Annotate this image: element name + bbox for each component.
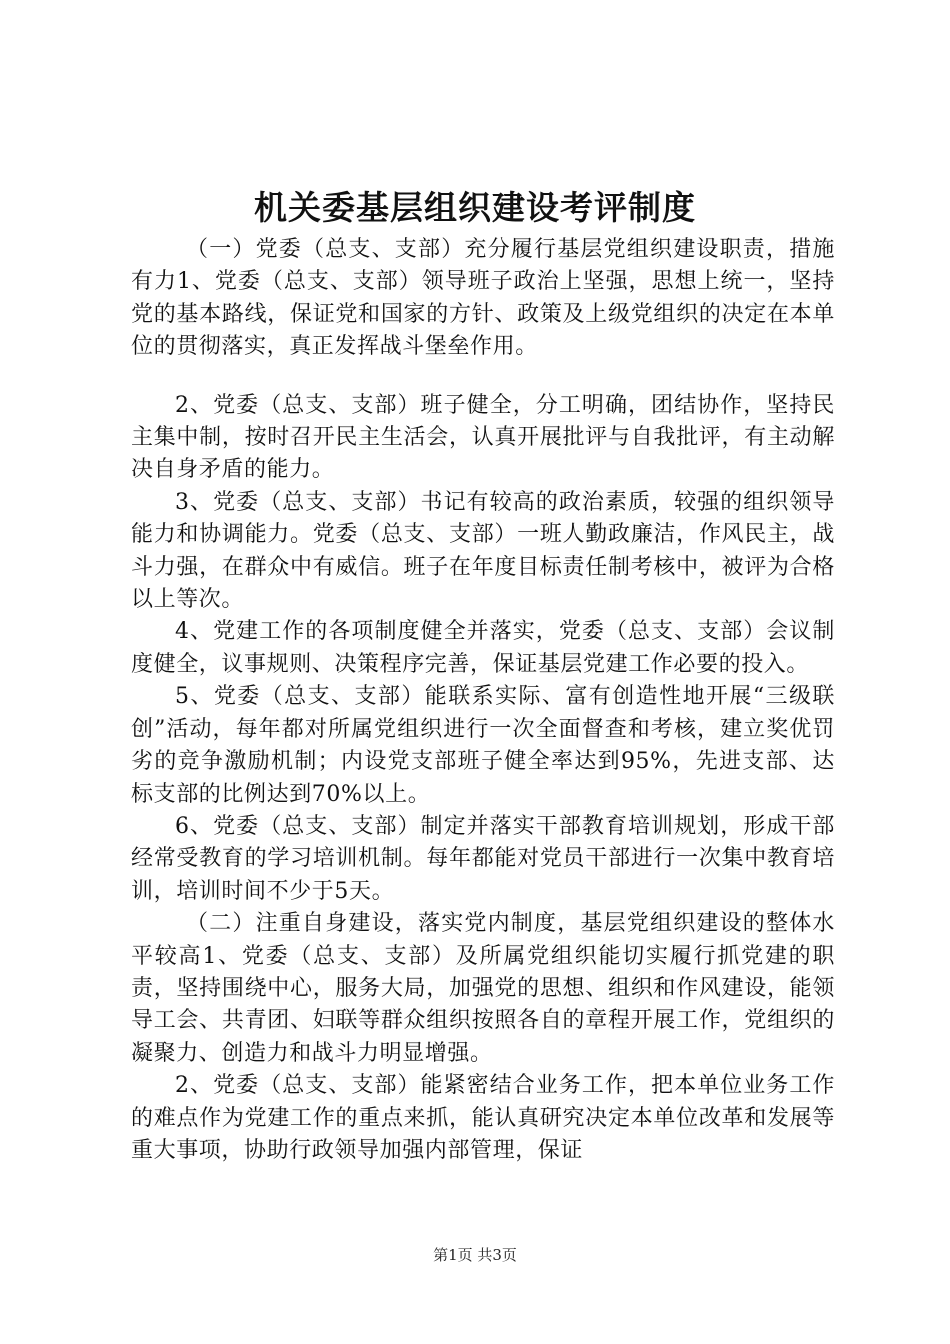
paragraph-item-5: 5、党委（总支、支部）能联系实际、富有创造性地开展“三级联创”活动，每年都对所属党组织进行一次全面督查和考核，建立奖优罚劣的竞争激励机制；内设党支部班子健全率达到95%，先进支部、达标支部的比例达到70%以上。 [131, 684, 835, 807]
paragraph-section-2-item-2: 2、党委（总支、支部）能紧密结合业务工作，把本单位业务工作的难点作为党建工作的重点来抓，能认真研究决定本单位改革和发展等重大事项，协助行政领导加强内部管理，保证 [131, 1073, 835, 1163]
paragraph-section-2-intro: （二）注重自身建设，落实党内制度，基层党组织建设的整体水平较高1、党委（总支、支部）及所属党组织能切实履行抓党建的职责，坚持围绕中心，服务大局，加强党的思想、组织和作风建设，能领导工会、共青团、妇联等群众组织按照各自的章程开展工作，党组织的凝聚力、创造力和战斗力明显增强。 [131, 911, 835, 1066]
document-body [131, 234, 835, 1167]
paragraph-item-2: 2、党委（总支、支部）班子健全，分工明确，团结协作，坚持民主集中制，按时召开民主生活会，认真开展批评与自我批评，有主动解决自身矛盾的能力。 [131, 392, 835, 483]
paragraph-item-3: 3、党委（总支、支部）书记有较高的政治素质，较强的组织领导能力和协调能力。党委（总支、支部）一班人勤政廉洁，作风民主，战斗力强，在群众中有威信。班子在年度目标责任制考核中，被评为合格以上等次。 [131, 489, 835, 613]
paragraph-item-4: 4、党建工作的各项制度健全并落实，党委（总支、支部）会议制度健全，议事规则、决策程序完善，保证基层党建工作必要的投入。 [131, 619, 835, 677]
paragraph-item-6: 6、党委（总支、支部）制定并落实干部教育培训规划，形成干部经常受教育的学习培训机制。每年都能对党员干部进行一次集中教育培训，培训时间不少于5天。 [131, 813, 835, 904]
document-title: 机关委基层组织建设考评制度 [254, 188, 696, 227]
page-footer: 第1页 共3页 [433, 1246, 517, 1264]
paragraph-section-1-intro: （一）党委（总支、支部）充分履行基层党组织建设职责，措施有力1、党委（总支、支部）领导班子政治上坚强，思想上统一，坚持党的基本路线，保证党和国家的方针、政策及上级党组织的决定在本单位的贯彻落实，真正发挥战斗堡垒作用。 [131, 237, 835, 360]
